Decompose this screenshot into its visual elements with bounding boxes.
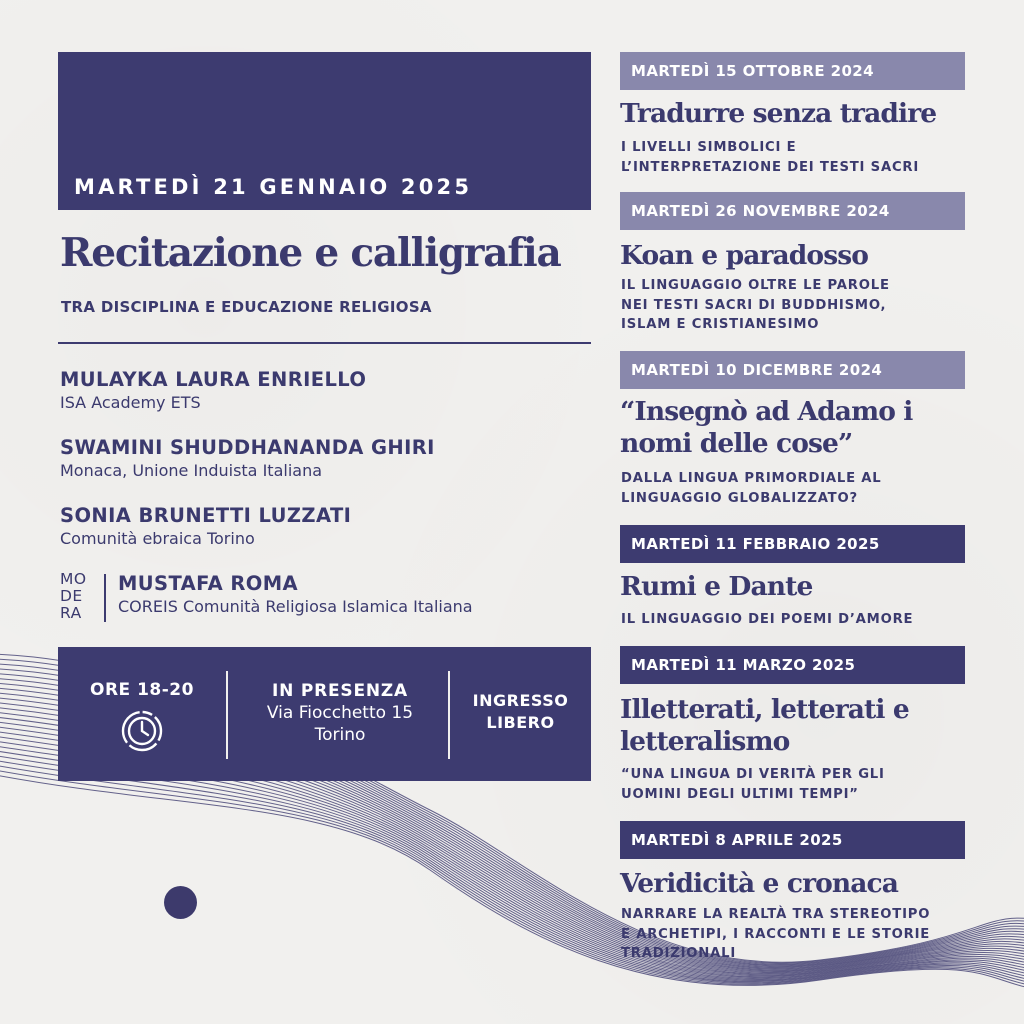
schedule-subtitle	[621, 276, 981, 335]
venue-heading: IN PRESENZA	[271, 681, 408, 701]
schedule-subtitle	[621, 610, 981, 630]
speaker-name: SWAMINI SHUDDHANANDA GHIRI	[60, 436, 435, 459]
schedule-subtitle-line: IL LINGUAGGIO OLTRE LE PAROLE	[621, 278, 890, 293]
schedule-subtitle-line: E ARCHETIPI, I RACCONTI E LE STORIE	[621, 926, 931, 942]
speaker-role: Monaca, Unione Induista Italiana	[60, 461, 323, 480]
entry-line: LIBERO	[486, 713, 555, 732]
schedule-title	[620, 868, 898, 900]
schedule-subtitle-line: DALLA LINGUA PRIMORDIALE AL	[621, 471, 882, 486]
moderator-label-part: RA	[60, 604, 82, 622]
schedule-title-line: nomi delle cose”	[620, 428, 853, 459]
schedule-date: MARTEDÌ 11 MARZO 2025	[620, 646, 965, 684]
schedule-title	[620, 694, 909, 758]
main-event-date: MARTEDÌ 21 GENNAIO 2025	[74, 175, 473, 199]
schedule-title-line: letteralismo	[620, 726, 790, 757]
moderator-role: COREIS Comunità Religiosa Islamica Italiana	[118, 597, 473, 616]
schedule-title	[620, 571, 812, 603]
moderator-label-part: MO	[60, 570, 87, 588]
event-time: ORE 18-20	[90, 680, 194, 700]
event-venue	[230, 680, 450, 746]
speaker-role: Comunità ebraica Torino	[60, 529, 255, 548]
divider	[58, 342, 591, 344]
schedule-title-line: Rumi e Dante	[620, 571, 813, 602]
speaker	[60, 368, 366, 414]
schedule-date: MARTEDÌ 26 NOVEMBRE 2024	[620, 192, 965, 230]
schedule-subtitle-line: NARRARE LA REALTÀ TRA STEREOTIPO	[621, 907, 931, 922]
clock-icon	[120, 709, 164, 753]
schedule-title	[620, 396, 912, 460]
speaker-role: ISA Academy ETS	[60, 393, 201, 412]
schedule-subtitle-line: IL LINGUAGGIO DEI POEMI D’AMORE	[621, 612, 914, 627]
schedule-subtitle-line: TRADIZIONALI	[621, 946, 737, 961]
moderator-separator	[104, 574, 106, 622]
schedule-title-line: Illetterati, letterati e	[620, 694, 909, 725]
schedule-date: MARTEDÌ 8 APRILE 2025	[620, 821, 965, 859]
schedule-title-line: Veridicità e cronaca	[620, 868, 899, 899]
schedule-subtitle-line: I LIVELLI SIMBOLICI E	[621, 140, 797, 155]
schedule-subtitle	[621, 138, 981, 177]
schedule-subtitle-line: UOMINI DEGLI ULTIMI TEMPI”	[621, 786, 859, 802]
schedule-date: MARTEDÌ 15 OTTOBRE 2024	[620, 52, 965, 90]
speaker-name: MULAYKA LAURA ENRIELLO	[60, 368, 367, 391]
schedule-subtitle-line: ISLAM E CRISTIANESIMO	[621, 317, 820, 332]
schedule-title-line: “Insegnò ad Adamo i	[620, 396, 913, 427]
venue-city: Torino	[314, 725, 366, 745]
schedule-subtitle	[621, 765, 981, 804]
moderator-label	[60, 571, 94, 622]
info-separator	[226, 671, 228, 759]
schedule-subtitle	[621, 905, 981, 964]
moderator-label-part: DE	[60, 587, 83, 605]
schedule-subtitle	[621, 469, 981, 508]
speaker	[60, 504, 351, 550]
main-event-subtitle: TRA DISCIPLINA E EDUCAZIONE RELIGIOSA	[61, 298, 432, 316]
event-entry	[450, 690, 591, 734]
decorative-dot	[164, 886, 197, 919]
speaker-name: SONIA BRUNETTI LUZZATI	[60, 504, 352, 527]
moderator	[118, 572, 473, 618]
schedule-title-line: Koan e paradosso	[620, 240, 869, 271]
schedule-subtitle-line: L’INTERPRETAZIONE DEI TESTI SACRI	[621, 159, 920, 175]
entry-line: INGRESSO	[472, 691, 569, 710]
speaker	[60, 436, 435, 482]
venue-address: Via Fiocchetto 15	[266, 703, 414, 723]
schedule-subtitle-line: LINGUAGGIO GLOBALIZZATO?	[621, 490, 858, 506]
main-event-title: Recitazione e calligrafia	[60, 230, 561, 276]
schedule-title	[620, 240, 868, 272]
schedule-title	[620, 98, 936, 130]
schedule-title-line: Tradurre senza tradire	[620, 98, 937, 129]
schedule-date: MARTEDÌ 10 DICEMBRE 2024	[620, 351, 965, 389]
schedule-subtitle-line: “UNA LINGUA DI VERITÀ PER GLI	[621, 767, 885, 782]
schedule-date: MARTEDÌ 11 FEBBRAIO 2025	[620, 525, 965, 563]
schedule-subtitle-line: NEI TESTI SACRI DI BUDDHISMO,	[621, 297, 887, 313]
moderator-name: MUSTAFA ROMA	[118, 572, 299, 595]
event-info-box	[58, 647, 591, 781]
